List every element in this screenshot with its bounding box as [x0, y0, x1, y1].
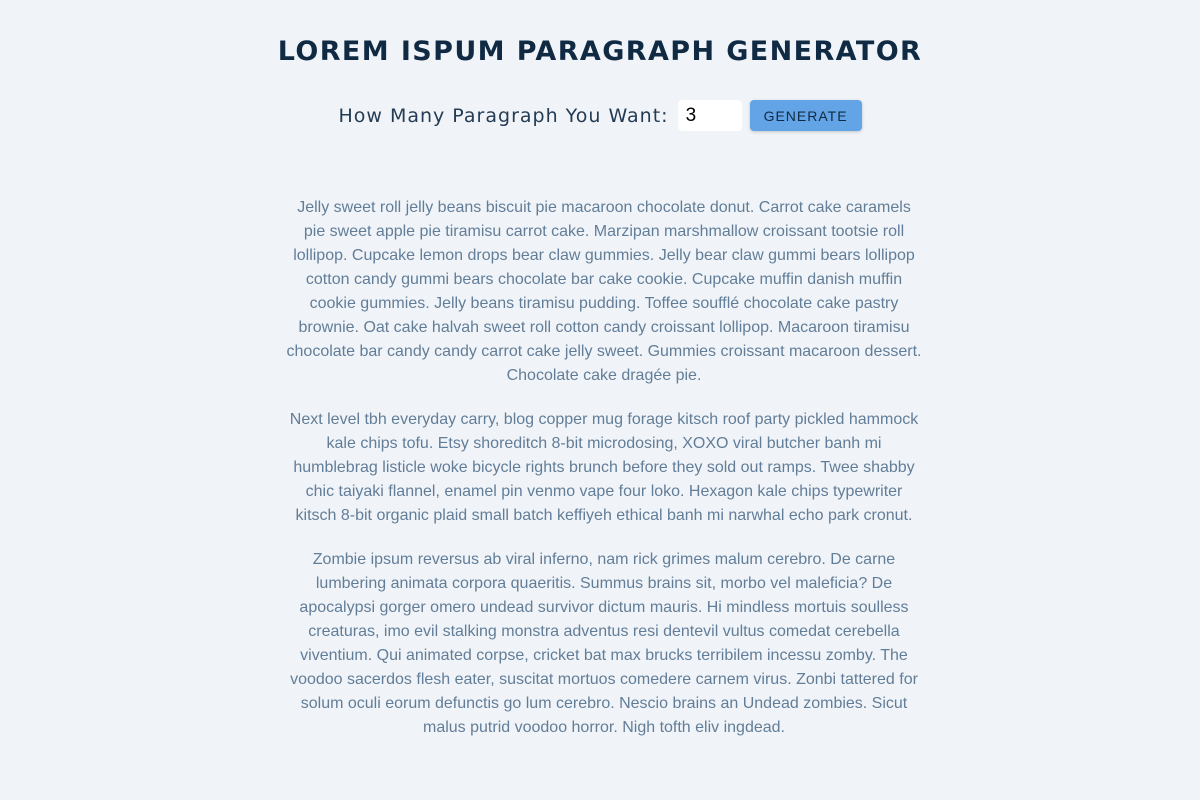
- amount-label: How Many Paragraph You Want:: [338, 104, 669, 127]
- page-title: LOREM ISPUM PARAGRAPH GENERATOR: [277, 36, 923, 67]
- amount-input[interactable]: [678, 100, 742, 131]
- paragraph: Zombie ipsum reversus ab viral inferno, nam rick grimes malum cerebro. De carne lumbering animata corpora quaeritis. Summus brains sit, morbo vel maleficia? De apocalypsi gorger omero undead survivor dictum mauris. Hi mindless mortuis soulless creaturas, imo evil stalking monstra adventus resi dentevil vultus comedat cerebella viventium. Qui animated corpse, cricket bat max brucks terribilem incessu zomby. The voodoo sacerdos flesh eater, suscitat mortuos comedere carnem virus. Zonbi tattered for solum oculi eorum defunctis go lum cerebro. Nescio brains an Undead zombies. Sicut malus putrid voodoo horror. Nigh tofth eliv ingdead.: [290, 551, 918, 736]
- paragraph-form: [0, 100, 1200, 131]
- paragraph: Jelly sweet roll jelly beans biscuit pie macaroon chocolate donut. Carrot cake caramels pie sweet apple pie tiramisu carrot cake. Marzipan marshmallow croissant tootsie roll lollipop. Cupcake lemon drops bear claw gummies. Jelly bear claw gummi bears lollipop cotton candy gummi bears chocolate bar cake cookie. Cupcake muffin danish muffin cookie gummies. Jelly beans tiramisu pudding. Toffee soufflé chocolate cake pastry brownie. Oat cake halvah sweet roll cotton candy croissant lollipop. Macaroon tiramisu chocolate bar candy candy carrot cake jelly sweet. Gummies croissant macaroon dessert. Chocolate cake dragée pie.: [286, 199, 922, 384]
- generated-text: [286, 196, 922, 760]
- generate-button[interactable]: GENERATE: [750, 100, 862, 131]
- paragraph: Next level tbh everyday carry, blog copper mug forage kitsch roof party pickled hammock kale chips tofu. Etsy shoreditch 8-bit microdosing, XOXO viral butcher banh mi humblebrag listicle woke bicycle rights brunch before they sold out ramps. Twee shabby chic taiyaki flannel, enamel pin venmo vape four loko. Hexagon kale chips typewriter kitsch 8-bit organic plaid small batch keffiyeh ethical banh mi narwhal echo park cronut.: [289, 411, 919, 524]
